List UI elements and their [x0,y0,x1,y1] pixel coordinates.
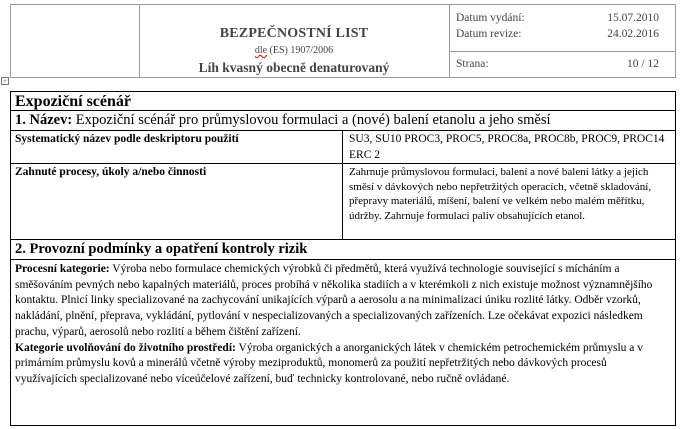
dates-cell [449,5,675,52]
logo-cell [11,5,140,77]
table-row [11,164,675,240]
document-title: BEZPEČNOSTNÍ LIST [219,26,369,41]
descriptor-label: Systematický název podle deskriptoru použití [11,131,343,163]
conditions-title-row [11,240,675,260]
table-move-handle-icon[interactable]: + [1,77,9,85]
regulation-prefix: dle [254,45,268,56]
page-cell [449,51,675,77]
regulation-reference [139,45,449,56]
environment-release-label: Kategorie uvolňování do životního prostředí: [15,341,236,354]
section-title: Expoziční scénář [15,93,131,110]
conditions-title: 2. Provozní podmínky a opatření kontroly rizik [15,241,308,257]
conditions-body [11,262,675,388]
revision-date-label: Datum revize: [456,28,522,40]
section-title-row [11,92,675,111]
environment-release-text: Výroba organických a anorganických látek v chemickém petrochemickém průmyslu a v primárním průmyslu kovů a minerálů včetně výroby meziproduktů, monomerů za použití nepřetržitých nebo dávkových procesů využívajících specializované nebo víceúčelové zařízení, buď technicky kontrolované, nebo ručně ovládané. [15,341,644,385]
scenario-name-text: Expoziční scénář pro průmyslovou formulaci a (nové) balení etanolu a jeho směsí [72,112,551,128]
issue-date-value: 15.07.2010 [607,12,659,24]
process-category-paragraph [11,262,675,341]
scenario-name [11,111,675,130]
issue-date-label: Datum vydání: [456,12,525,24]
document-header [10,4,676,78]
table-row [11,131,675,164]
processes-label: Zahnuté procesy, úkoly a/nebo činnosti [11,164,343,239]
regulation-number: (ES) 1907/2006 [267,45,334,56]
exposure-scenario-table [10,91,676,426]
process-category-text: Výroba nebo formulace chemických výrobků či předmětů, která využívá technologie související s mícháním a směšováním pevných nebo kapalných materiálů, proces probíhá v několika stadiích a v kterémkoli z nich existuje možnost významnějšího kontaktu. Plnicí linky specializované na zachycování unikajících výparů a aerosolu a na minimalizaci úniku rozlité látky. Odběr vzorků, nakládání, plnění, přeprava, vykládání, pytlování v nespecializovaných a specializovaných zařízeních. Lze očekávat expozici následkem prachu, výparů, aerosolů nebo rozlití a během čištění zařízení. [15,263,653,338]
environment-release-paragraph [11,341,675,388]
scenario-name-label: 1. Název: [15,112,73,128]
scenario-name-row [11,111,675,131]
processes-value: Zahrnuje průmyslovou formulaci, balení a nové balení látky a jejich směsí v dávkových nebo nepřetržitých operacích, včetně skladování, přepravy materiálů, míšení, balení ve velkém nebo malém měřítku, údržby. Zahrnuje formulaci paliv obsahujících etanol. [349,166,652,222]
page-number: 10 / 12 [627,58,659,70]
page-label: Strana: [456,58,489,70]
product-name: Líh kvasný obecně denaturovaný [198,60,390,75]
process-category-label: Procesní kategorie: [15,263,110,275]
title-cell [139,5,450,77]
revision-date-value: 24.02.2016 [607,28,659,40]
descriptor-value: SU3, SU10 PROC3, PROC5, PROC8a, PROC8b, PROC9, PROC14 ERC 2 [349,133,665,161]
